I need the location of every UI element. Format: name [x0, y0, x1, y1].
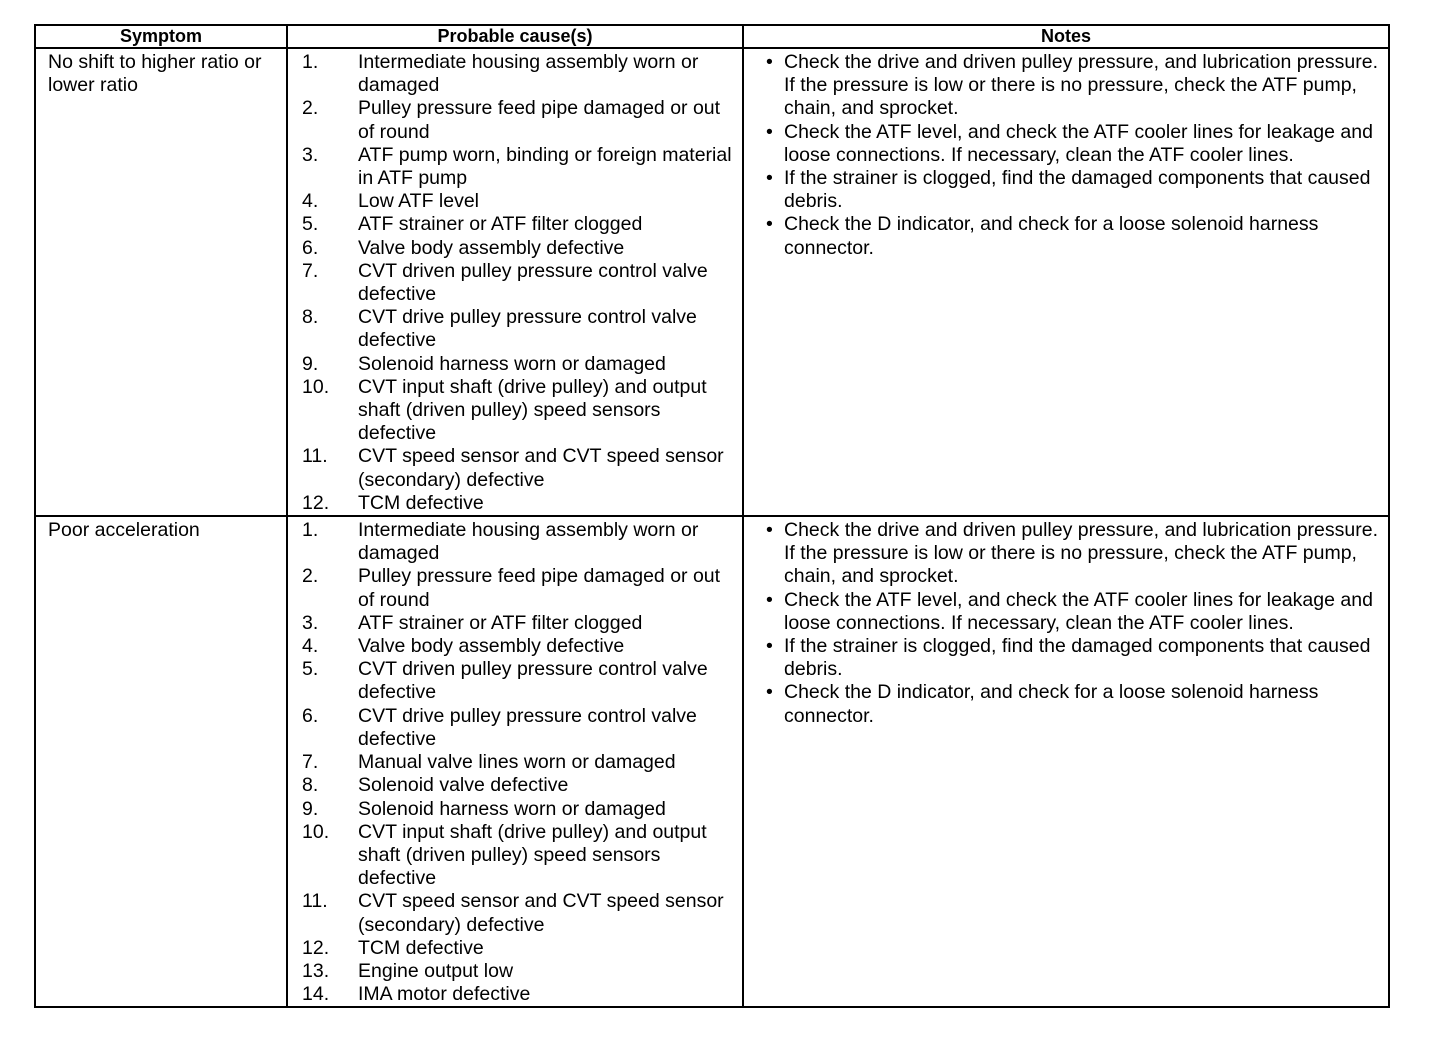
- probable-causes-cell: [287, 516, 743, 1007]
- cause-text: IMA motor defective: [358, 983, 531, 1006]
- note-item: [758, 681, 1382, 727]
- cause-number: 3.: [302, 611, 319, 634]
- cause-number: 9.: [302, 797, 319, 820]
- cause-item: [288, 376, 738, 446]
- cause-number: 11.: [302, 890, 328, 913]
- cause-item: [288, 983, 738, 1006]
- cause-text: CVT driven pulley pressure control valve defective: [358, 658, 708, 704]
- cause-number: 10.: [302, 375, 330, 398]
- note-text: Check the D indicator, and check for a loose solenoid harness connector.: [784, 213, 1319, 259]
- cause-item: [288, 492, 738, 515]
- cause-text: CVT drive pulley pressure control valve defective: [358, 306, 697, 352]
- bullet-icon: •: [766, 519, 773, 542]
- note-list: [758, 51, 1382, 260]
- note-item: [758, 213, 1382, 259]
- note-item: [758, 519, 1382, 589]
- cause-number: 2.: [302, 565, 319, 588]
- note-text: If the strainer is clogged, find the damaged components that caused debris.: [784, 635, 1371, 681]
- cause-number: 2.: [302, 97, 319, 120]
- notes-cell: [743, 516, 1389, 1007]
- cause-text: CVT input shaft (drive pulley) and output shaft (driven pulley) speed sensors defective: [358, 820, 707, 890]
- note-text: Check the D indicator, and check for a loose solenoid harness connector.: [784, 681, 1319, 727]
- cause-list: [288, 519, 738, 1006]
- cause-number: 8.: [302, 774, 319, 797]
- cause-number: 9.: [302, 352, 319, 375]
- cause-text: Solenoid harness worn or damaged: [358, 797, 666, 820]
- cause-text: Valve body assembly defective: [358, 236, 625, 259]
- cause-number: 12.: [302, 936, 330, 959]
- cause-text: ATF strainer or ATF filter clogged: [358, 213, 643, 236]
- note-text: Check the drive and driven pulley pressure, and lubrication pressure. If the pressure is low or there is no pressure, check the ATF pump, chain, and sprocket.: [784, 519, 1378, 588]
- cause-number: 13.: [302, 959, 330, 982]
- cause-text: Intermediate housing assembly worn or damaged: [358, 51, 699, 97]
- cause-number: 11.: [302, 445, 328, 468]
- cause-number: 12.: [302, 491, 330, 514]
- bullet-icon: •: [766, 213, 773, 236]
- symptom-column-header: Symptom: [35, 25, 287, 48]
- cause-number: 7.: [302, 751, 319, 774]
- cause-item: [288, 306, 738, 352]
- table-row: [35, 516, 1389, 1007]
- bullet-icon: •: [766, 167, 773, 190]
- bullet-icon: •: [766, 120, 773, 143]
- table-header: [35, 25, 1389, 48]
- cause-text: ATF strainer or ATF filter clogged: [358, 611, 643, 634]
- note-item: [758, 635, 1382, 681]
- cause-item: [288, 798, 738, 821]
- cause-number: 5.: [302, 213, 319, 236]
- cause-number: 7.: [302, 259, 319, 282]
- cause-item: [288, 937, 738, 960]
- cause-number: 8.: [302, 306, 319, 329]
- note-text: Check the drive and driven pulley pressure, and lubrication pressure. If the pressure is low or there is no pressure, check the ATF pump, chain, and sprocket.: [784, 51, 1378, 120]
- cause-item: [288, 190, 738, 213]
- cause-number: 1.: [302, 51, 319, 73]
- cause-item: [288, 960, 738, 983]
- cause-text: Intermediate housing assembly worn or damaged: [358, 519, 699, 565]
- note-text: Check the ATF level, and check the ATF cooler lines for leakage and loose connections. If necessary, clean the ATF cooler lines.: [784, 120, 1373, 166]
- cause-item: [288, 658, 738, 704]
- cause-text: Solenoid valve defective: [358, 774, 569, 797]
- cause-number: 6.: [302, 236, 319, 259]
- cause-item: [288, 213, 738, 236]
- cause-item: [288, 705, 738, 751]
- cause-number: 5.: [302, 658, 319, 681]
- bullet-icon: •: [766, 51, 773, 73]
- probable-cause-column-header: Probable cause(s): [287, 25, 743, 48]
- cause-number: 1.: [302, 519, 319, 542]
- cause-text: CVT driven pulley pressure control valve defective: [358, 259, 708, 306]
- cause-item: [288, 445, 738, 491]
- cause-item: [288, 144, 738, 190]
- note-item: [758, 121, 1382, 167]
- cause-text: Low ATF level: [358, 190, 480, 213]
- cause-text: Pulley pressure feed pipe damaged or out of round: [358, 97, 721, 143]
- notes-column-header: Notes: [743, 25, 1389, 48]
- symptom-cell: No shift to higher ratio or lower ratio: [35, 48, 287, 516]
- cause-number: 4.: [302, 635, 319, 658]
- cause-item: [288, 237, 738, 260]
- cause-item: [288, 751, 738, 774]
- cause-text: TCM defective: [358, 936, 484, 959]
- cause-item: [288, 565, 738, 611]
- cause-text: CVT drive pulley pressure control valve defective: [358, 704, 697, 750]
- cause-item: [288, 890, 738, 936]
- cause-number: 4.: [302, 190, 319, 213]
- cause-item: [288, 774, 738, 797]
- note-text: If the strainer is clogged, find the damaged components that caused debris.: [784, 167, 1371, 213]
- cause-text: Engine output low: [358, 959, 514, 982]
- cause-item: [288, 821, 738, 891]
- cause-item: [288, 260, 738, 306]
- note-list: [758, 519, 1382, 728]
- symptom-cell: Poor acceleration: [35, 516, 287, 1007]
- probable-causes-cell: [287, 48, 743, 516]
- cause-text: Manual valve lines worn or damaged: [358, 751, 676, 774]
- cause-item: [288, 353, 738, 376]
- cause-text: Pulley pressure feed pipe damaged or out of round: [358, 565, 721, 611]
- bullet-icon: •: [766, 588, 773, 611]
- cause-number: 6.: [302, 704, 319, 727]
- table-row: [35, 48, 1389, 516]
- cause-text: ATF pump worn, binding or foreign material in ATF pump: [358, 143, 732, 190]
- note-item: [758, 51, 1382, 121]
- cause-item: [288, 635, 738, 658]
- cause-item: [288, 519, 738, 565]
- bullet-icon: •: [766, 681, 773, 704]
- cause-number: 10.: [302, 820, 330, 843]
- note-text: Check the ATF level, and check the ATF cooler lines for leakage and loose connections. If necessary, clean the ATF cooler lines.: [784, 588, 1373, 634]
- bullet-icon: •: [766, 635, 773, 658]
- troubleshooting-document: [34, 24, 1388, 1008]
- header-row: [35, 25, 1389, 48]
- cause-list: [288, 51, 738, 515]
- cause-text: CVT speed sensor and CVT speed sensor (secondary) defective: [358, 890, 724, 936]
- note-item: [758, 589, 1382, 635]
- cause-text: CVT speed sensor and CVT speed sensor (secondary) defective: [358, 445, 724, 491]
- cause-item: [288, 97, 738, 143]
- cause-text: Solenoid harness worn or damaged: [358, 352, 666, 375]
- cause-number: 3.: [302, 143, 319, 166]
- cause-item: [288, 51, 738, 97]
- cause-text: TCM defective: [358, 491, 484, 514]
- cause-text: Valve body assembly defective: [358, 635, 625, 658]
- notes-cell: [743, 48, 1389, 516]
- troubleshooting-table: [34, 24, 1390, 1008]
- note-item: [758, 167, 1382, 213]
- table-body: [35, 48, 1389, 1007]
- cause-text: CVT input shaft (drive pulley) and output shaft (driven pulley) speed sensors defective: [358, 375, 707, 445]
- cause-number: 14.: [302, 983, 330, 1006]
- cause-item: [288, 612, 738, 635]
